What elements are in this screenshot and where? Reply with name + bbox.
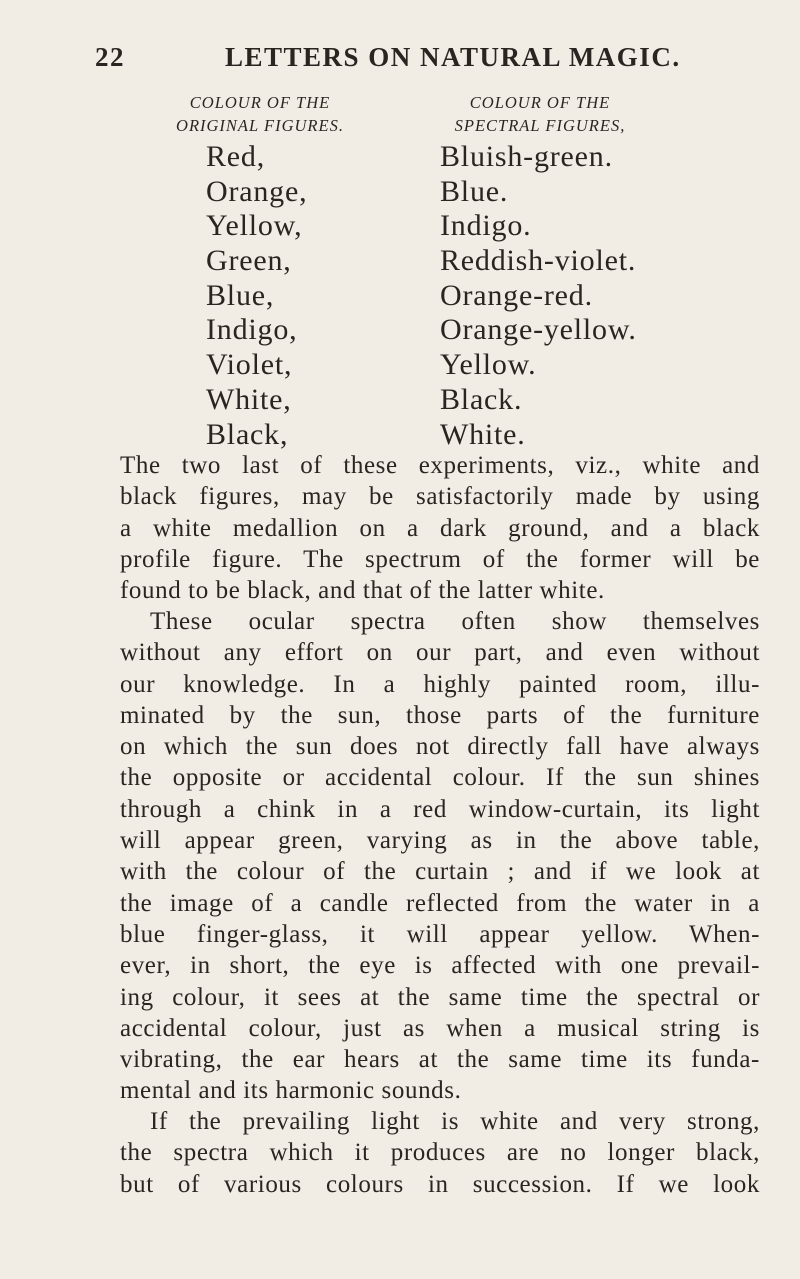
right-column-heading [440,91,640,137]
text-line: These ocular spectra often show themselves [150,608,760,635]
text-line: our knowledge. In a highly painted room, illu- [120,670,760,698]
text-line: the opposite or accidental colour. If the sun shines [120,764,760,792]
text-line: ing colour, it sees at the same time the spectral or [120,983,760,1011]
paragraph-ocular-spectra [120,606,760,1107]
original-colour: Orange, [206,174,308,208]
text-line: The two last of these experiments, viz., white and [120,452,760,479]
text-line: black figures, may be satisfactorily made by using [120,483,760,511]
text-line: but of various colours in succession. If we look [120,1170,760,1198]
spectral-colour: Black. [440,382,523,416]
page-header [95,42,735,73]
text-line: blue finger-glass, it will appear yellow. When- [120,920,760,948]
original-colour: White, [206,382,292,416]
text-line: with the colour of the curtain ; and if we look at [120,858,760,886]
original-colour: Blue, [206,278,275,312]
text-line: accidental colour, just as when a musical string is [120,1014,760,1042]
spectral-colour: Orange-yellow. [440,313,637,347]
text-line: found to be black, and that of the latter white. [120,577,605,605]
text-line: on which the sun does not directly fall have always [120,733,760,761]
spectral-colour: Yellow. [440,348,537,382]
text-line: vibrating, the ear hears at the same time its funda- [120,1046,760,1074]
text-line: If the prevailing light is white and very strong, [150,1108,760,1135]
text-line: minated by the sun, those parts of the furniture [120,701,760,729]
spectral-colour: Blue. [440,174,509,208]
text-line: without any effort on our part, and even without [120,639,760,667]
original-colours-list [206,140,307,452]
spectral-colour: Bluish-green. [440,140,613,173]
text-line: mental and its harmonic sounds. [120,1077,462,1105]
spectral-colour: Orange-red. [440,278,593,312]
text-line: will appear green, varying as in the above table, [120,827,760,855]
right-heading-line: SPECTRAL FIGURES, [454,116,626,135]
left-heading-line: COLOUR OF THE [189,93,331,112]
left-heading-line: ORIGINAL FIGURES. [176,116,344,135]
right-heading-line: COLOUR OF THE [469,93,611,112]
spectral-colour: Reddish-violet. [440,244,637,278]
original-colour: Red, [206,140,266,173]
text-line: the image of a candle reflected from the water in a [120,889,760,917]
original-colour: Green, [206,244,292,278]
original-colour: Black, [206,417,289,451]
original-colour: Yellow, [206,209,303,243]
text-line: a white medallion on a dark ground, and a black [120,514,760,542]
spectral-colour: Indigo. [440,209,532,243]
text-line: through a chink in a red window-curtain, its light [120,795,760,823]
text-line: profile figure. The spectrum of the former will be [120,545,760,573]
spectral-colours-list [440,140,637,452]
original-colour: Indigo, [206,313,298,347]
text-line: the spectra which it produces are no longer black, [120,1139,760,1167]
paragraph-experiments [120,450,760,606]
page-number: 22 [95,42,125,72]
text-line: ever, in short, the eye is affected with one prevail- [120,952,760,980]
left-column-heading [170,91,350,137]
paragraph-white-light [120,1106,760,1200]
running-title: LETTERS ON NATURAL MAGIC. [225,42,681,72]
original-colour: Violet, [206,348,293,382]
spectral-colour: White. [440,417,526,451]
